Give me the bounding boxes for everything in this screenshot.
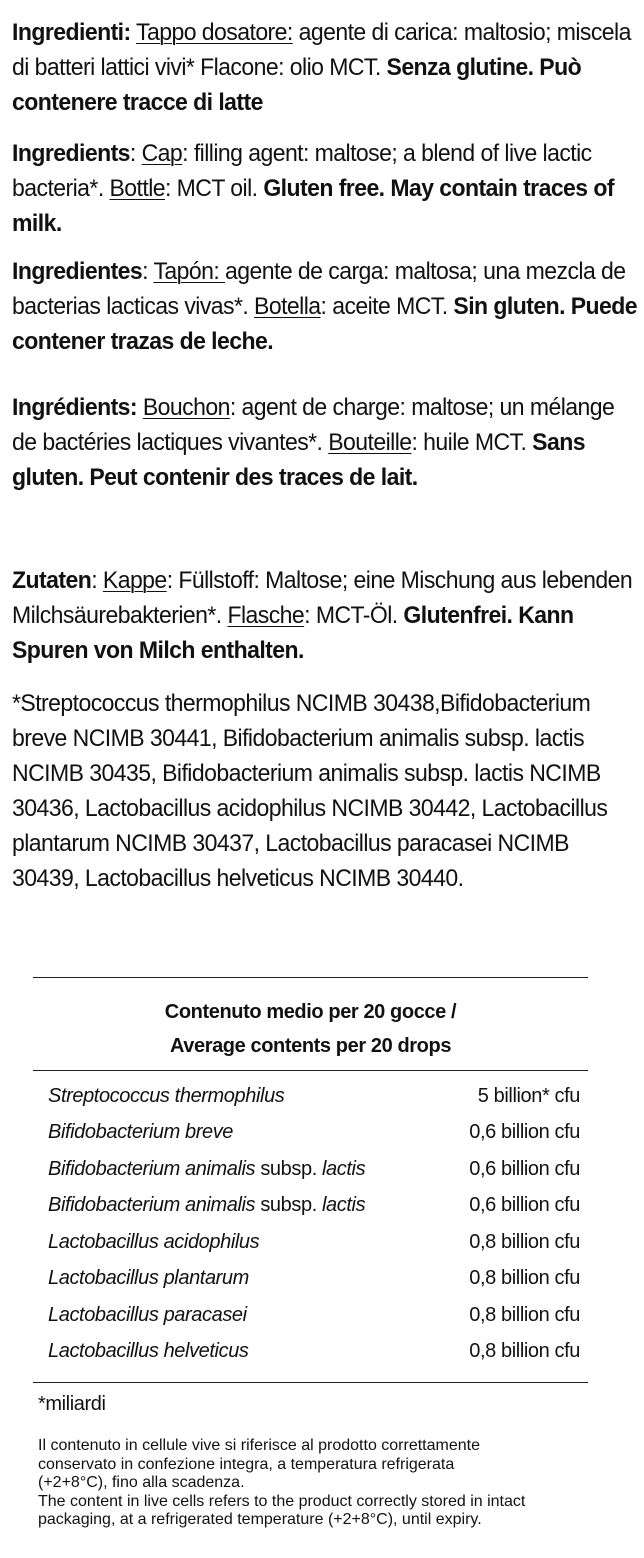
ingredients-en-bottle-text: : MCT oil. (165, 175, 264, 202)
ingredients-fr-cap-text: : agent de charge: maltose; un mélange de bactéries lactiques vivantes*. (12, 394, 615, 456)
strain-name (48, 1334, 441, 1371)
strains-note: *Streptococcus thermophilus NCIMB 30438,Bifidobacterium breve NCIMB 30441, Bifidobacterium animalis subsp. lactis NCIMB 30435, Bifidobacterium animalis subsp. lactis NCIMB 30436, Lactobacillus acidophilus NCIMB 30442, Lactobacillus plantarum NCIMB 30437, Lactobacillus paracasei NCIMB 30439, Lactobacillus helveticus NCIMB 30440. (12, 690, 608, 892)
ingredients-es-bottle-text: : aceite MCT. (320, 293, 454, 320)
strain-genus: Bifidobacterium animalis (48, 1157, 256, 1180)
colon: : (129, 140, 142, 167)
strain-genus: Bifidobacterium breve (48, 1121, 234, 1144)
ingredients-fr-lead: Ingrédients: (12, 394, 138, 421)
nutrition-heading-en: Average contents per 20 drops (169, 1035, 452, 1057)
footnote-miliardi: *miliardi (38, 1393, 106, 1415)
strain-subsp: subsp. (255, 1194, 323, 1217)
table-row (48, 1115, 588, 1152)
ingredients-de (12, 563, 638, 668)
storage-en-line: The content in live cells refers to the product correctly stored in intact (38, 1492, 526, 1510)
strain-name (48, 1151, 441, 1188)
ingredients-en-lead: Ingredients (12, 140, 130, 167)
ingredients-es-cap-label: Tapón: (153, 258, 226, 285)
table-header-rule (33, 1070, 588, 1071)
table-row (48, 1261, 588, 1298)
ingredients-fr-bottle-text: : huile MCT. (411, 429, 533, 456)
storage-it-line: conservato in confezione integra, a temperatura refrigerata (38, 1455, 455, 1473)
ingredients-en-cap-label: Cap (141, 140, 183, 167)
nutrition-heading (33, 995, 588, 1063)
ingredients-de-bottle-text: : MCT-Öl. (304, 602, 404, 629)
strain-amount: 0,6 billion cfu (469, 1121, 580, 1144)
strain-amount: 0,8 billion cfu (469, 1303, 580, 1326)
strain-name (48, 1297, 441, 1334)
strain-genus: Streptococcus thermophilus (48, 1084, 285, 1107)
ingredients-de-bottle-label: Flasche (227, 602, 305, 629)
ingredients-es (12, 254, 638, 359)
ingredients-de-lead: Zutaten (12, 567, 92, 594)
strain-name (48, 1261, 441, 1298)
ingredients-de-cap-label: Kappe (102, 567, 167, 594)
strain-name (48, 1224, 441, 1261)
ingredients-es-lead: Ingredientes (12, 258, 143, 285)
strain-amount: 0,6 billion cfu (469, 1157, 580, 1180)
strain-name (48, 1188, 441, 1225)
ingredients-it-text: agente di carica: maltosio; miscela di batteri lattici vivi* Flacone: olio MCT. (12, 19, 631, 81)
strain-subspecies: lactis (322, 1157, 366, 1180)
nutrition-heading-it: Contenuto medio per 20 gocce / (164, 1001, 457, 1023)
strain-amount: 0,8 billion cfu (469, 1340, 580, 1363)
colon: : (91, 567, 103, 594)
strain-amount: 5 billion* cfu (477, 1084, 580, 1107)
ingredients-es-cap-text: agente de carga: maltosa; una mezcla de bacterias lacticas vivas*. (12, 258, 626, 320)
strain-amount: 0,8 billion cfu (469, 1230, 580, 1253)
table-row (48, 1224, 588, 1261)
table-row (48, 1151, 588, 1188)
ingredients-es-allergen: Sin gluten. Puede contener trazas de leche. (12, 293, 638, 355)
strain-genus: Lactobacillus acidophilus (48, 1230, 260, 1253)
storage-it-line: Il contenuto in cellule vive si riferisce al prodotto correttamente (38, 1437, 480, 1454)
table-top-rule (33, 977, 588, 978)
ingredients-it-cap-label: Tappo dosatore: (136, 19, 293, 46)
strain-amount: 0,6 billion cfu (469, 1194, 580, 1217)
ingredients-it (12, 15, 638, 120)
nutrition-table (48, 1078, 588, 1370)
table-row (48, 1078, 588, 1115)
table-row (48, 1334, 588, 1371)
table-row (48, 1297, 588, 1334)
ingredients-fr-cap-label: Bouchon (142, 394, 230, 421)
strain-name (48, 1078, 441, 1115)
strain-name (48, 1115, 441, 1152)
strain-subspecies: lactis (322, 1194, 366, 1217)
strain-amount: 0,8 billion cfu (469, 1267, 580, 1290)
strain-subsp: subsp. (255, 1157, 323, 1180)
strain-genus: Bifidobacterium animalis (48, 1194, 256, 1217)
ingredients-en-allergen: Gluten free. May contain traces of milk. (12, 175, 614, 237)
storage-it-line: (+2+8°C), fino alla scadenza. (38, 1474, 245, 1491)
ingredients-es-bottle-label: Botella (254, 293, 321, 320)
table-bottom-rule (33, 1382, 588, 1383)
colon: : (142, 258, 154, 285)
storage-en-line: packaging, at a refrigerated temperature (+2+8°C), until expiry. (38, 1511, 482, 1528)
strain-genus: Lactobacillus helveticus (48, 1340, 249, 1363)
ingredients-it-allergen: Senza glutine. Può contenere tracce di latte (12, 54, 582, 116)
ingredients-de-allergen: Glutenfrei. Kann Spuren von Milch enthalten. (12, 602, 574, 664)
ingredients-fr-bottle-label: Bouteille (328, 429, 412, 456)
ingredients-fr (12, 390, 638, 495)
ingredients-it-lead: Ingredienti: (12, 19, 131, 46)
strain-genus: Lactobacillus plantarum (48, 1267, 249, 1290)
ingredients-fr-allergen: Sans gluten. Peut contenir des traces de lait. (12, 429, 585, 491)
storage-note (38, 1437, 640, 1530)
strain-genus: Lactobacillus paracasei (48, 1303, 247, 1326)
ingredients-en-cap-text: : filling agent: maltose; a blend of live lactic bacteria*. (12, 140, 592, 202)
ingredients-en (12, 136, 638, 241)
table-row (48, 1188, 588, 1225)
ingredients-de-cap-text: : Füllstoff: Maltose; eine Mischung aus lebenden Milchsäurebakterien*. (12, 567, 633, 629)
ingredients-en-bottle-label: Bottle (109, 175, 166, 202)
